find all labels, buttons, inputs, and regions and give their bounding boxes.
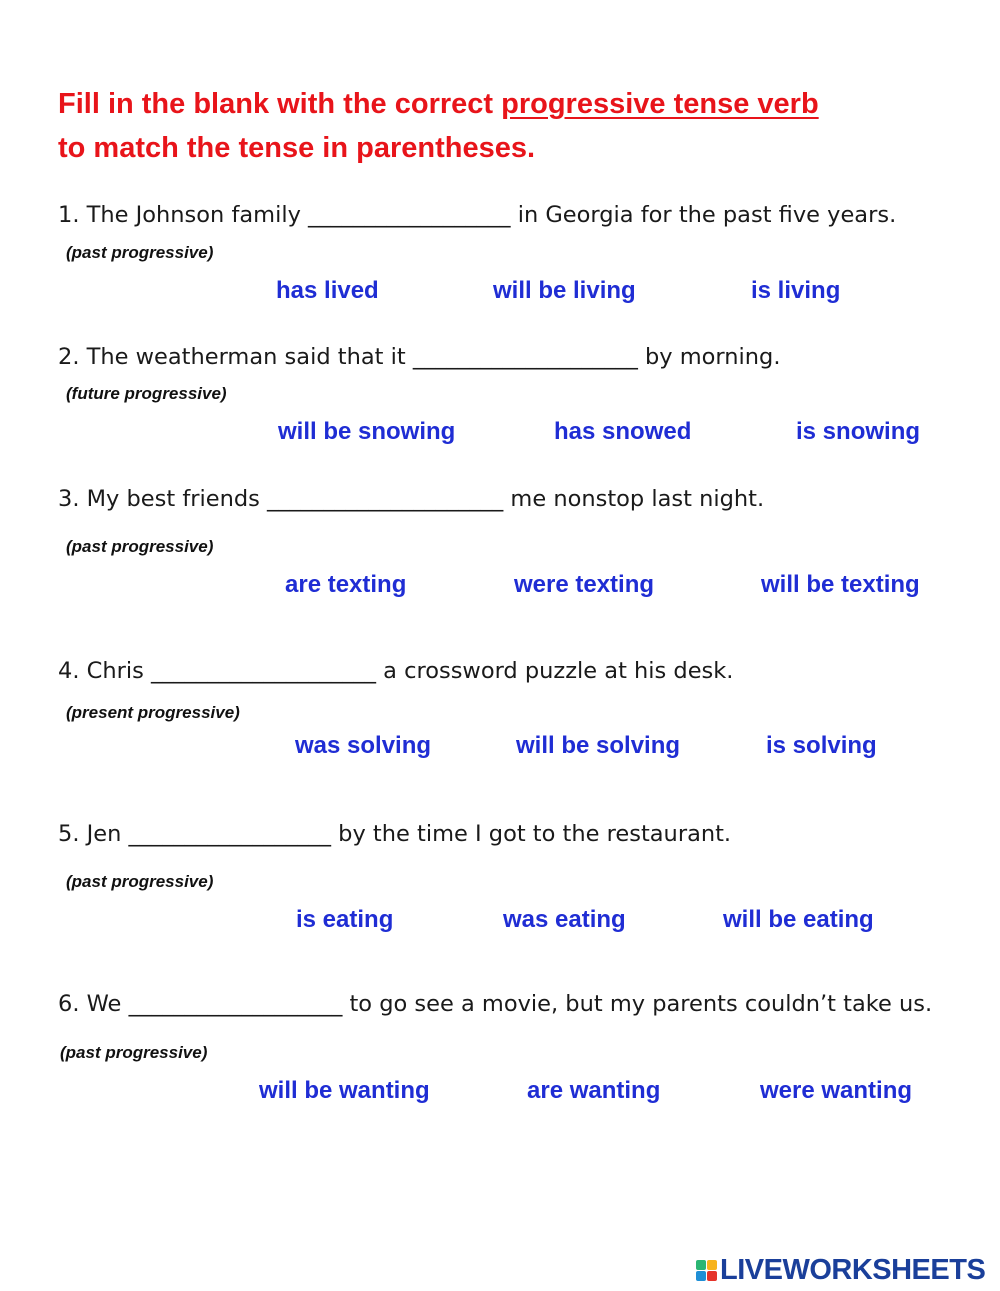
answer-blank[interactable]: ____________________	[412, 344, 638, 370]
answer-blank[interactable]: __________________	[128, 821, 332, 847]
question-text-after: by the time I got to the restaurant.	[331, 821, 732, 847]
option-button[interactable]: is living	[751, 277, 841, 304]
logo-square-icon	[696, 1271, 706, 1281]
answer-blank[interactable]: ___________________	[128, 991, 343, 1017]
logo-square-icon	[696, 1260, 706, 1270]
answer-blank[interactable]: _____________________	[267, 486, 504, 512]
option-button[interactable]: was solving	[295, 732, 432, 759]
question-text-before: We	[86, 991, 129, 1017]
option-button[interactable]: will be snowing	[278, 418, 456, 445]
option-button[interactable]: has lived	[276, 277, 379, 304]
question-text-after: to go see a movie, but my parents couldn’t take us.	[342, 991, 933, 1017]
option-button[interactable]: are wanting	[527, 1077, 661, 1104]
option-button[interactable]: will be living	[493, 277, 636, 304]
logo-square-icon	[707, 1260, 717, 1270]
question-number: 3.	[58, 486, 80, 512]
option-button[interactable]: are texting	[285, 571, 407, 598]
logo-text: LIVEWORKSHEETS	[720, 1253, 986, 1286]
question-6	[58, 991, 932, 1017]
question-5	[58, 821, 731, 847]
question-text-before: My best friends	[86, 486, 268, 512]
liveworksheets-logo	[696, 1254, 985, 1286]
option-button[interactable]: has snowed	[554, 418, 692, 445]
option-button[interactable]: will be solving	[516, 732, 681, 759]
option-button[interactable]: was eating	[503, 906, 626, 933]
instructions-title	[58, 82, 958, 170]
option-button[interactable]: is snowing	[796, 418, 921, 445]
question-text-after: me nonstop last night.	[503, 486, 765, 512]
tense-hint: (past progressive)	[60, 1043, 208, 1062]
option-button[interactable]: will be eating	[723, 906, 874, 933]
question-text-after: in Georgia for the past five years.	[510, 202, 897, 228]
tense-hint: (future progressive)	[66, 384, 227, 403]
question-text-after: a crossword puzzle at his desk.	[375, 658, 734, 684]
question-text-before: Jen	[86, 821, 129, 847]
option-button[interactable]: is solving	[766, 732, 877, 759]
question-3	[58, 486, 764, 512]
tense-hint: (past progressive)	[66, 537, 214, 556]
question-number: 5.	[58, 821, 80, 847]
question-text-before: The Johnson family	[86, 202, 309, 228]
question-text-after: by morning.	[637, 344, 781, 370]
title-part-1: Fill in the blank with the correct	[58, 88, 502, 120]
question-number: 2.	[58, 344, 80, 370]
logo-square-icon	[707, 1271, 717, 1281]
tense-hint: (present progressive)	[66, 703, 240, 722]
title-part-2: to match the tense in parentheses.	[58, 132, 536, 164]
question-number: 4.	[58, 658, 80, 684]
title-underlined: progressive tense verb	[501, 88, 819, 120]
tense-hint: (past progressive)	[66, 872, 214, 891]
option-button[interactable]: is eating	[296, 906, 394, 933]
tense-hint: (past progressive)	[66, 243, 214, 262]
question-text-before: The weatherman said that it	[86, 344, 413, 370]
answer-blank[interactable]: __________________	[308, 202, 511, 228]
question-number: 1.	[58, 202, 80, 228]
option-button[interactable]: were wanting	[760, 1077, 913, 1104]
question-2	[58, 344, 780, 370]
option-button[interactable]: will be wanting	[259, 1077, 430, 1104]
question-text-before: Chris	[86, 658, 151, 684]
question-4	[58, 658, 733, 684]
question-number: 6.	[58, 991, 80, 1017]
answer-blank[interactable]: ____________________	[150, 658, 376, 684]
option-button[interactable]: will be texting	[761, 571, 920, 598]
question-1	[58, 202, 896, 228]
logo-mark-icon	[696, 1260, 717, 1281]
option-button[interactable]: were texting	[514, 571, 655, 598]
